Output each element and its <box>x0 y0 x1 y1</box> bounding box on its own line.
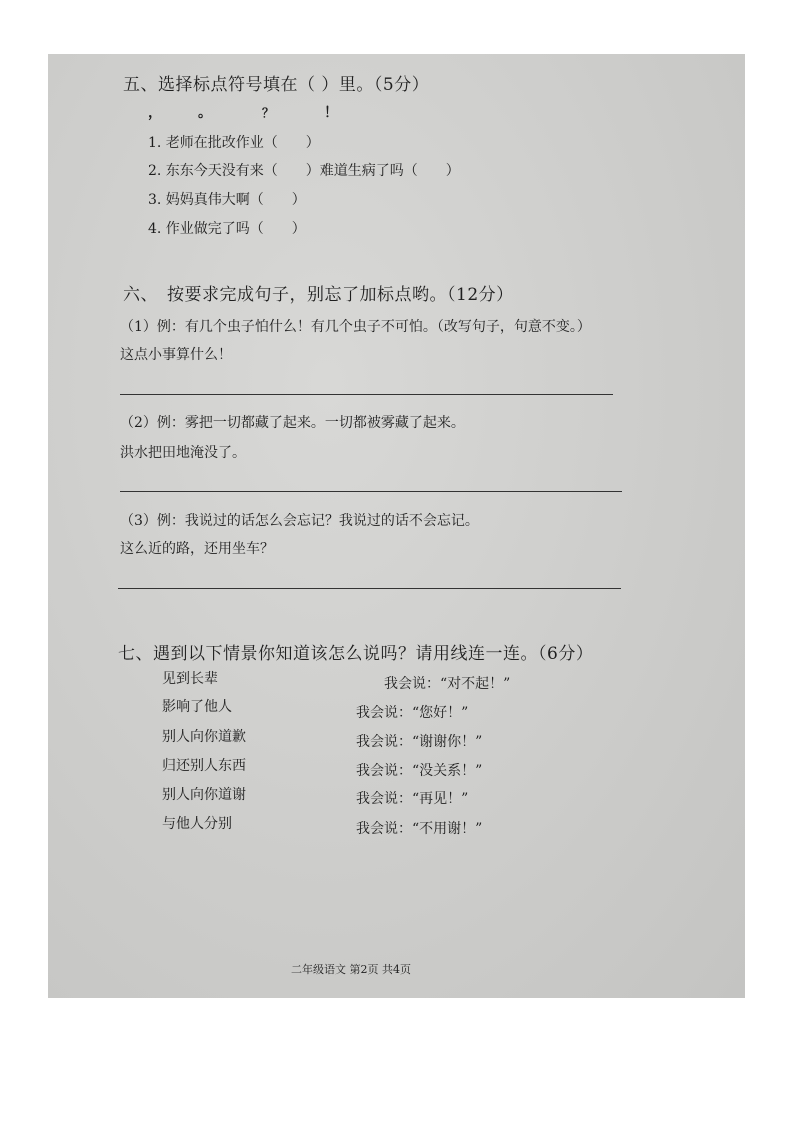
situation-2: 影响了他人 <box>162 699 232 715</box>
punctuation-question: ？ <box>262 106 275 120</box>
q1-example: （1）例：有几个虫子怕什么！有几个虫子不可怕。（改写句子，句意不变。） <box>120 319 591 335</box>
section5-item-4: 4. 作业做完了吗（ ） <box>148 221 306 237</box>
section5-title: 五、选择标点符号填在（ ）里。（5分） <box>123 75 430 95</box>
q1-answer-line <box>120 394 613 395</box>
section7-title: 七、遇到以下情景你知道该怎么说吗？请用线连一连。（6分） <box>118 644 594 664</box>
situation-6: 与他人分别 <box>162 816 232 832</box>
q3-prompt: 这么近的路，还用坐车？ <box>120 541 274 557</box>
response-1: 我会说：“对不起！” <box>384 676 511 692</box>
q3-answer-line <box>118 588 621 589</box>
situation-1: 见到长辈 <box>162 671 218 687</box>
section5-item-2: 2. 东东今天没有来（ ）难道生病了吗（ ） <box>148 163 460 179</box>
section5-item-3: 3. 妈妈真伟大啊（ ） <box>148 192 306 208</box>
response-6: 我会说：“不用谢！” <box>356 821 483 837</box>
q2-prompt: 洪水把田地淹没了。 <box>120 445 246 461</box>
punctuation-exclamation: ！ <box>324 105 338 121</box>
section6-title: 六、 按要求完成句子，别忘了加标点哟。（12分） <box>123 285 514 305</box>
response-4: 我会说：“没关系！” <box>356 763 483 779</box>
q2-example: （2）例：雾把一切都藏了起来。一切都被雾藏了起来。 <box>120 415 465 431</box>
q2-answer-line <box>120 491 622 492</box>
response-2: 我会说：“您好！” <box>356 705 469 721</box>
q3-example: （3）例：我说过的话怎么会忘记？我说过的话不会忘记。 <box>120 513 479 529</box>
section5-item-1: 1. 老师在批改作业（ ） <box>148 135 320 151</box>
q1-prompt: 这点小事算什么！ <box>120 347 232 363</box>
punctuation-period: 。 <box>198 105 212 121</box>
situation-4: 归还别人东西 <box>162 758 246 774</box>
situation-3: 别人向你道歉 <box>162 729 246 745</box>
exam-page <box>48 54 745 998</box>
response-3: 我会说：“谢谢你！” <box>356 734 483 750</box>
punctuation-comma: ， <box>148 105 162 121</box>
page-footer: 二年级语文 第2页 共4页 <box>291 963 411 976</box>
situation-5: 别人向你道谢 <box>162 787 246 803</box>
response-5: 我会说：“再见！” <box>356 791 469 807</box>
